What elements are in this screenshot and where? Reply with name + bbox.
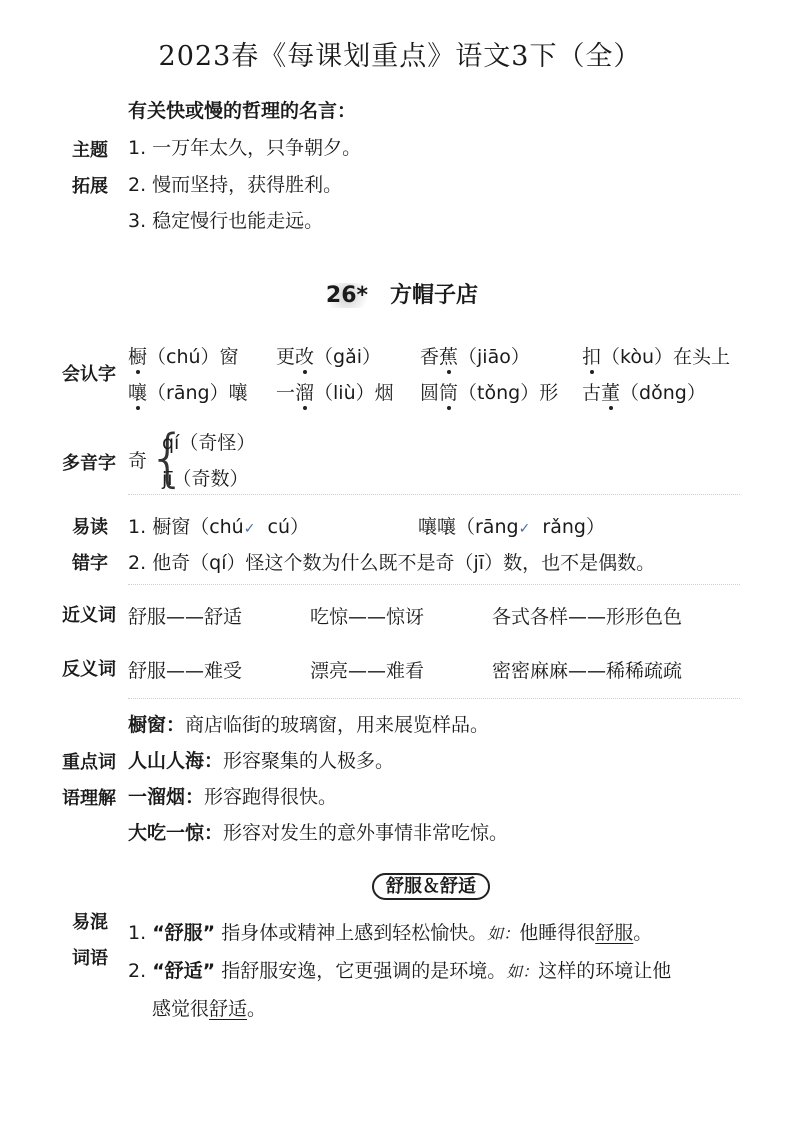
recognize-word: 橱（chú）窗 <box>128 346 239 368</box>
polyphone-label: 多音字 <box>62 453 116 474</box>
keyword-item: 人山人海：形容聚集的人极多。 <box>128 750 395 772</box>
theme-item: 3. 稳定慢行也能走远。 <box>128 210 324 232</box>
recognize-word: 古董（dǒng） <box>582 382 706 404</box>
synonym-pair: 舒服——舒适 <box>128 606 243 628</box>
lesson-number: 26* <box>322 283 372 308</box>
synonym-pair: 吃惊——惊讶 <box>310 606 425 628</box>
divider <box>128 584 740 585</box>
lesson-heading <box>0 278 800 309</box>
theme-heading: 有关快或慢的哲理的名言： <box>128 100 357 122</box>
confusing-pill: 舒服＆舒适 <box>372 872 490 898</box>
recognize-word: 圆筒（tǒng）形 <box>420 382 559 404</box>
polyphone-reading: jī（奇数） <box>162 468 249 490</box>
confusing-label: 易混 词语 <box>72 912 108 969</box>
misread-item: 2. 他奇（qí）怪这个数为什么既不是奇（jī）数，也不是偶数。 <box>128 552 656 574</box>
lesson-title: 方帽子店 <box>390 283 479 308</box>
confusing-item: 1. “舒服” 指身体或精神上感到轻松愉快。如：他睡得很舒服。 <box>128 922 653 944</box>
recognize-word: 更改（gǎi） <box>276 346 382 368</box>
synonym-pair: 各式各样——形形色色 <box>492 606 683 628</box>
recognize-word: 嚷（rāng）嚷 <box>128 382 248 404</box>
antonym-pair: 漂亮——难看 <box>310 660 425 682</box>
synonyms-label: 近义词 <box>62 605 116 626</box>
misread-item: 1. 橱窗（chú✓ cú） <box>128 516 310 538</box>
antonyms-label: 反义词 <box>62 659 116 680</box>
keywords-label: 重点词 语理解 <box>62 752 116 809</box>
theme-item: 2. 慢而坚持，获得胜利。 <box>128 174 343 196</box>
recognize-word: 一溜（liù）烟 <box>276 382 394 404</box>
recognize-word: 扣（kòu）在头上 <box>582 346 731 368</box>
recognize-word: 香蕉（jiāo） <box>420 346 530 368</box>
page-title: 2023春《每课划重点》语文3下（全） <box>158 41 642 72</box>
polyphone-reading: qí（奇怪） <box>162 432 256 454</box>
keyword-item: 橱窗：商店临街的玻璃窗，用来展览样品。 <box>128 714 490 736</box>
divider <box>128 494 740 495</box>
polyphone-char: 奇 <box>128 450 148 472</box>
confusing-item: 2. “舒适” 指舒服安逸，它更强调的是环境。如：这样的环境让他 <box>128 960 672 982</box>
theme-label: 主题 拓展 <box>72 140 108 197</box>
brace-icon: { <box>148 421 188 494</box>
recognize-label: 会认字 <box>62 364 116 385</box>
keyword-item: 一溜烟：形容跑得很快。 <box>128 786 338 808</box>
antonym-pair: 舒服——难受 <box>128 660 243 682</box>
checkmark-icon: ✓ <box>243 521 256 537</box>
misread-label: 易读 错字 <box>72 517 108 574</box>
keyword-item: 大吃一惊：形容对发生的意外事情非常吃惊。 <box>128 822 509 844</box>
checkmark-icon: ✓ <box>518 521 531 537</box>
antonym-pair: 密密麻麻——稀稀疏疏 <box>492 660 683 682</box>
divider <box>128 698 740 699</box>
confusing-item-continued: 感觉很舒适。 <box>152 998 267 1020</box>
misread-item: 嚷嚷（rāng✓ rǎng） <box>418 516 605 538</box>
theme-item: 1. 一万年太久，只争朝夕。 <box>128 137 362 159</box>
